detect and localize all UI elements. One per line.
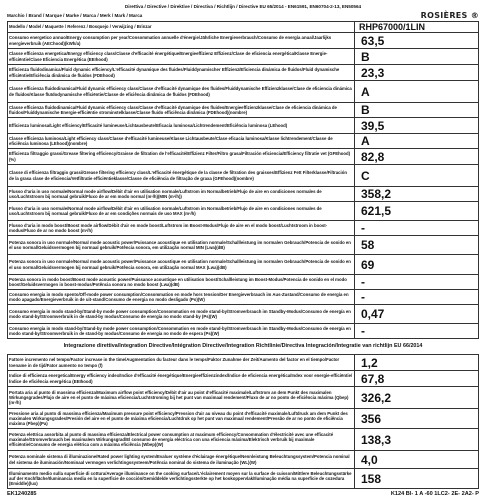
spec-label: Flusso d'aria in uso normale/Normal mode airflow/Débit d'air en utilisation normale/Luftstrom im Normalbetrieb/Flujo de aire en condiciones normales de uso/Luchtstroom bij normaal gebruik/Fluxo de ar em modo normal (m³/h)(MIN (m³/h)) [8,187,355,202]
spec-label: Consumo energia in modo spento/Off-mode power consumption/Consommation en mode hors tension/Der Energieverbrauch im Aus-Zustand/Consumo de energía en modo apagado/Energieverbruik in de uit-stand/Consumo de energia no modo desligado (Po)(W) [8,290,355,305]
spec-value: 82,8 [355,149,479,165]
spec-value: 621,5 [355,202,479,221]
spec-label: Illuminamento medio sulla superficie di cottura/Average illuminance on the cooking surface/L'éclairement moyen sur la surface de cuisson/Mittlere Beleuchtungsstärke auf der Kochfläche/Iluminancia media en la superficie de cocción/Gemiddelde verlichtingssterkte op het kookoppervlak/Iluminação média na superfície de cozedura (Emiddle)(lux) [8,469,355,489]
spec-value: 138,3 [355,429,479,451]
spec-label: Efficienza luminosa/Light efficiency/Efficacité lumineuse/Lichtausbeute/Eficacia luminosa/Lichtrendement/Eficiência luminosa (LEhood) [8,118,355,134]
spec-row [8,118,479,134]
spec-row [8,33,479,49]
spec-value: 23,3 [355,65,479,81]
spec-value: - [355,290,479,305]
spec-label: Flusso d'aria in uso normale/Normal mode airflow/Débit d'air en utilisation normale/Luftstrom im Normalbetrieb/Flujo de aire en condiciones normales de uso/Luchtstroom bij normaal gebruik/Fluxo de ar em condições normais de uso MAX (m³/h) [8,202,355,221]
spec-label: Potenza nominale sistema di illuminazione/Rated power lighting system/Evaluer système d'éclairage énergétique/Nennleistung Beleuchtungssystem/Potencia nominal del sistema de iluminación/Nominaal vermogen verlichtingssysteem/Potência nominal do sistema de iluminação (WL)(W) [8,451,355,469]
spec-label: Potenza sonora in modo boost/Boost mode acoustic power/Puissance acoustique en utilisation boost/Schallleistung im Boost-Modus/Potencia de sonido en el modo boost/Geluidsvermogen in boost-modus/Potência sonora no modo boost (Lwa)(dB) [8,275,355,290]
spec-row [8,49,479,65]
spec-value: 39,5 [355,118,479,134]
spec-value: 63,5 [355,33,479,49]
integration-title: Integrazione direttiva/Integration Directive/Intégration Directive/Integration Richtlinie/Directiva Integración/Integratie van richtlijn EU 66/2014 [8,339,479,355]
spec-row [8,305,479,324]
spec-value: 58 [355,236,479,255]
spec-label: Classe efficienza energetica/Energy efficiency class/Classe d'efficacité énergétique/Energieeffizienz Effizienz/Clase de eficiencia energética/Klasse Energie-efficiëntie/Clase Eficiencia Energética (EEIhood) [8,49,355,65]
spec-row [8,187,479,202]
spec-value: 4,0 [355,451,479,469]
spec-table [7,21,479,489]
spec-label: Potenza sonora in uso normale/Normal mode acoustic power/Puissance acoustique en utilisation normale/Schallleistung im normalen Gebrauch/Potencia de sonido en el uso normal/Geluidsvermogen bij normaal gebruik/Potência sonora, em utilização normal MIN (Lwa)(dB) [8,236,355,255]
spec-row [8,290,479,305]
spec-label: Classe efficienza fluidodinamica/Fluid dynamic efficiency class/Classe d'efficacité dynamique des fluides/Fluiddynamische Effizienzklasse/Clase de eficiencia dinámica de fluidos/Klasse fluïdodynamische efficiëntie/Classe de eficiência dinâmica de fluidos (FDEhood) [8,81,355,103]
spec-value: 326,2 [355,387,479,409]
spec-label: Fattore incremento nel tempo/Factor increase in the time/Augmentation du facteur dans le temps/Faktor Zunahme der Zeit/Aumento del factor en el tiempo/Factor toename in de tijd/Fator aumento no tempo (f) [8,355,355,371]
spec-value: 158 [355,469,479,489]
model-label: Modello / Model / Maquette / Referenz / Bosquejo / Verwijzing / Brinzar [8,22,355,33]
spec-label: Portata aria al punto di massima efficienza/Maximum airflow point efficiency/Débit d'air au point d'efficacité maximale/Luftstrom an dem Punkt des maximalen Wirkungsgrades/Flujo de aire en el punto de máxima eficiencia/Luchtstroming bij het punt van maximaal rendement/Fluxo de ar no ponto de eficiência máxima (Qbep)(m³/h) [8,387,355,409]
spec-value: 356 [355,409,479,429]
model-row [8,22,479,33]
spec-label: Efficienza filtraggio grassi/Grease filtering efficiency/Graisse de filtration de l'efficacité/Effizienz Filter/Filtro grasa/Filtración eficiencia/Efficiency filtratie vet (GFEhood)(%) [8,149,355,165]
spec-row [8,409,479,429]
spec-value: 1,2 [355,355,479,371]
spec-row [8,451,479,469]
spec-row [8,202,479,221]
spec-label: Classe efficienza fluidodinamica/Fluid dynamic efficiency class/Classe d'efficacité dynamique des fluides/Energieeffizienzklasse/Clase de eficiencia dinámica de fluidos/Fluiddynamische Energie-efficiëntie strominstelklasse/Classe fluido efficiência dinâmica (FDEhood)(nombre) [8,103,355,118]
spec-label: Consumo energetico annuo/Energy consumption per year/Consommation annuelle d'énergie/Jährliche Energieverbrauch/Consumo de energía anual/Jaarlijks energieverbruik (AEChood)(kWh/a) [8,33,355,49]
brand-row [7,10,479,21]
spec-row [8,387,479,409]
spec-label: Consumo energia in modo stand-by/Stand-by mode power consumption/Consommation en mode stand-by/Stromverbrauch im Standby-Modus/Consumo de energía en modo stand-by/Stroomverbruik in de stand-by modus/Consumo de energia no modo de espera (Ps)(W) [8,324,355,339]
spec-label: Potenza elettrica assorbita al punto di massima efficienza/Electrical power consumption at maximum efficiency/Consommation d'électricité avec une efficacité maximale/Stromverbrauch bei maximalem Wirkungsgrad/El consumo de energía eléctrica con una eficiencia máxima/Elektrisch verbruik bij maximale efficiëntie/Consumo de energia elétrica com a máxima eficiência (Wbep)(W) [8,429,355,451]
spec-value: - [355,275,479,290]
spec-label: Classe efficienza luminosa/Light efficiency class/Classe d'efficacité lumineuse/Klasse Lichtausbeute/Clase eficacia luminosa/Klasse lichtrendement/Classe de eficiência luminosa (LEhood)(nombre) [8,134,355,149]
model-value: RHP67000/1LIN [355,22,479,33]
spec-value: - [355,324,479,339]
footer-product-code: K124 Bl- 1 A -60 1LC2- 2E- 2A2- P [390,491,479,497]
spec-label: Flusso d'aria in modo boost/Boost mode airflow/Débit d'air en mode boost/Luftstrom im Boost-Modus/Flujo de aire en el modo boost/Luchtstroom in boost-modus/Fluxo de ar no modo boost (m³/h) [8,221,355,236]
spec-label: Potenza sonora in uso normale/Normal mode acoustic power/Puissance acoustique en utilisation normale/Schallleistung im normalen Gebrauch/Potencia de sonido en el uso normal/Geluidsvermogen bij normaal gebruik/Potência sonora, em utilização normal MAX (Lwa)(dB) [8,255,355,275]
spec-value: 0,47 [355,305,479,324]
spec-value: B [355,103,479,118]
brand-logo: ROSIÈRES ® [420,11,479,20]
integration-section-row [8,339,479,355]
spec-row [8,65,479,81]
spec-value: A [355,134,479,149]
spec-row [8,371,479,387]
spec-row [8,429,479,451]
spec-value: 67,8 [355,371,479,387]
spec-label: Consumo energia in modo stand-by/Stand-by mode power consumption/Consommation en mode stand-by/Stromverbrauch im Standby-Modus/Consumo de energía en modo stand-by/Stroomverbruik in de stand-by modus/Consumo de energia no modo stand-by (Ps)(W) [8,305,355,324]
spec-value: 69 [355,255,479,275]
spec-row [8,275,479,290]
spec-row [8,149,479,165]
spec-value: A [355,81,479,103]
spec-row [8,355,479,371]
spec-row [8,134,479,149]
spec-row [8,221,479,236]
spec-value: - [355,221,479,236]
footer-code: EK1240285 [7,491,37,497]
spec-row [8,165,479,187]
spec-label: Classe di efficienza filtraggio grassi/Grease filtering efficiency class/L'efficacité énergétique de la classe de filtration des graisses/Effizienz Fett Filterklasse/Filtración de la grasa clase de eficiencia/Vetfiltratie efficiëntieklasse/Classe de eficiência de filtração de graxa (GFEhood)(nombre) [8,165,355,187]
footer [7,491,479,497]
spec-value: B [355,49,479,65]
energy-label-sheet [7,3,479,497]
spec-row [8,255,479,275]
spec-row [8,236,479,255]
spec-value: 358,2 [355,187,479,202]
spec-row [8,103,479,118]
spec-label: Pressione aria al punto di massima efficienza/Maximum pressure point efficiency/Pression d'air au niveau du point d'efficacité maximale/Luftdruck am dem Punkt des maximalen Wirkungsgrades/Presión del aire en el punto de máxima eficiencia/Luchtdruk op het punt van maximaal rendement/Pressão de ar no ponto de eficiência máxima (Pbep)(Pa) [8,409,355,429]
directive-header: Direttiva / Directive / Direktive / Directiva / Richtlijn / Directive EU 65/2014 - EN61591, EN60704-2-13, EN50564 [124,4,362,9]
spec-label: Efficienza fluidodinamica/Fluid dynamic efficiency/L'efficacité dynamique des fluides/Fluiddynamischer Effizienz/Eficiencia dinámica de fluidos/Fluid dynamische efficiëntie/Eficiência dinâmica de fluidos (FDEhood) [8,65,355,81]
spec-row [8,81,479,103]
spec-label: Indice di efficienza energetica/Energy efficiency index/Indice d'efficacité énergétique/Energieeffizienzindex/Índice de eficiencia energética/Index voor energie-efficiëntie/Índice de eficiência energética (EEIhood) [8,371,355,387]
brand-label: Marchio / Brand / Marque / Marke / Marca / Merk / Mark / Marca [7,13,143,18]
spec-value: C [355,165,479,187]
spec-row [8,324,479,339]
